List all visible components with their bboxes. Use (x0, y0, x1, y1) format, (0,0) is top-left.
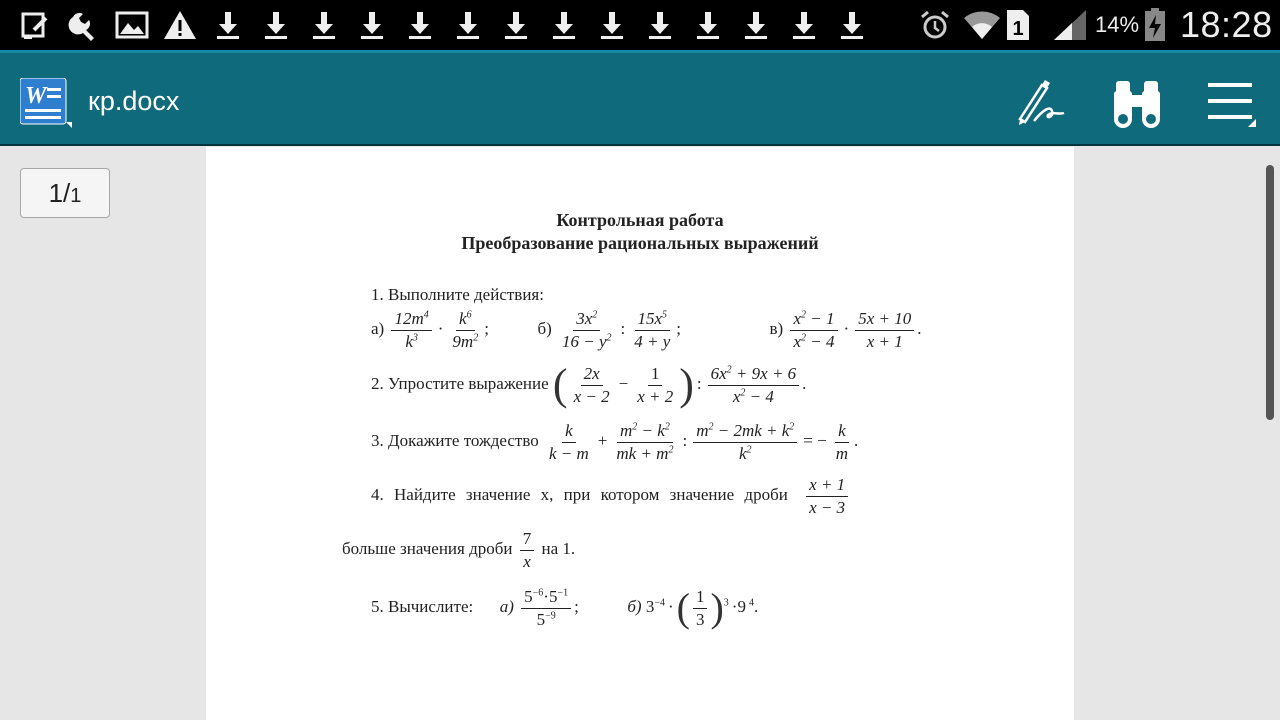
download-icon (260, 8, 292, 42)
download-icon (788, 8, 820, 42)
page-counter[interactable] (20, 168, 110, 218)
battery-charging-icon (1142, 8, 1168, 42)
task-4: 4. Найдите значение x, при котором значение дроби $\frac{x + 1}{x - 3}$ (371, 475, 851, 517)
fraction: $\frac{2x}{x - 2}$ (573, 363, 610, 406)
download-icon (596, 8, 628, 42)
fraction: $\frac{12m^4}{k^3}$ (391, 309, 431, 351)
download-icon (308, 8, 340, 42)
fraction: $\frac{15x^5}{4 + y}$ (634, 309, 671, 351)
document-subheading: Преобразование рациональных выражений (461, 233, 819, 253)
svg-text:W: W (25, 83, 47, 109)
fraction: $\frac{m^2 - 2mk + k^2}{k^2}$ (693, 421, 797, 463)
download-icon (404, 8, 436, 42)
status-bar (0, 0, 1280, 50)
warning-icon (162, 8, 198, 42)
fraction: $\frac{k^6}{9m^2}$ (452, 309, 479, 351)
fraction: $\frac{7}{x}$ (520, 529, 535, 571)
fraction: $\frac{3x^2}{16 - y^2}$ (562, 309, 612, 351)
task-1-lead: 1. Выполните действия: (371, 285, 544, 304)
fraction: $\frac{5x + 10}{x + 1}$ (855, 309, 914, 351)
download-icon (692, 8, 724, 42)
download-icon (500, 8, 532, 42)
fraction: $\frac{k}{m}$ (835, 421, 849, 463)
download-icon (740, 8, 772, 42)
fraction: $\frac{6x^2 + 9x + 6}{x^2 - 4}$ (708, 364, 800, 406)
word-document-icon[interactable] (20, 78, 68, 124)
document-title: кр.docx (88, 86, 180, 116)
fraction: $\frac{k}{k - m}$ (549, 421, 589, 463)
svg-text:1: 1 (1012, 18, 1024, 40)
fraction: $\frac{1}{x + 2}$ (637, 363, 674, 406)
clock: 18:28 (1180, 4, 1273, 45)
wrench-icon (66, 8, 100, 42)
sim-icon (1004, 8, 1032, 42)
download-icon (212, 8, 244, 42)
document-heading: Контрольная работа (556, 210, 724, 230)
download-icon (548, 8, 580, 42)
alarm-icon (918, 8, 952, 42)
download-icon (836, 8, 868, 42)
image-icon (114, 8, 150, 42)
page-separator: / (63, 178, 71, 208)
download-icon (356, 8, 388, 42)
page-total: 1 (70, 185, 82, 207)
task-3: 3. Докажите тождество $\frac{k}{k - m}$ + $\frac{m^2 - k^2}{mk + m^2}$ : $\frac{m^2 - 2mk + k^2}{k^2}$ = − $\frac{k}{m}$ . (371, 421, 859, 463)
fraction: $\frac{x^2 - 1}{x^2 - 4}$ (790, 309, 837, 351)
menu-icon[interactable] (1204, 77, 1260, 131)
task-4-continued: больше значения дроби $\frac{7}{x}$ на 1. (342, 529, 576, 571)
wifi-icon (962, 8, 1002, 42)
fraction: $\frac{m^2 - k^2}{mk + m^2}$ (616, 421, 674, 463)
fraction: $\frac{5^{-6}\cdot 5^{-1}}{5^{-9}}$ (521, 587, 571, 629)
battery-percent: 14% (1095, 12, 1140, 37)
task-5: 5. Вычислите: а) $\frac{5^{-6}\cdot 5^{-1}}{5^{-9}}$ ; б) $3^{-4}$ ·( $\frac{1}{3}$ )$^3$ ·9 $^4$. (371, 585, 759, 631)
fraction: $\frac{x + 1}{x - 3}$ (806, 475, 848, 517)
annotate-pen-icon[interactable] (1012, 75, 1068, 131)
task-2: 2. Упростите выражение ( $\frac{2x}{x - 2}$ − $\frac{1}{x + 2}$ ) : $\frac{6x^2 + 9x + 6}{x^2 - 4}$ . (371, 360, 807, 409)
page-current: 1 (48, 178, 64, 208)
signal-icon (1050, 8, 1090, 42)
edit-sync-icon (18, 8, 52, 42)
task-1-items: а) $\frac{12m^4}{k^3}$ · $\frac{k^6}{9m^2}$ ; б) $\frac{3x^2}{16 - y^2}$ : $\frac{15x^5}{4 + y}$ ; в) $\frac{x^2 - 1}{x^2 - 4}$ · $\frac{5x + 10}{x + 1}$ . (371, 309, 922, 351)
app-bar (0, 50, 1280, 146)
document-page[interactable] (206, 147, 1074, 720)
find-binoculars-icon[interactable] (1110, 77, 1164, 131)
download-icon (644, 8, 676, 42)
scrollbar[interactable] (1266, 165, 1274, 420)
download-icon (452, 8, 484, 42)
fraction: $\frac{1}{3}$ (693, 587, 708, 629)
